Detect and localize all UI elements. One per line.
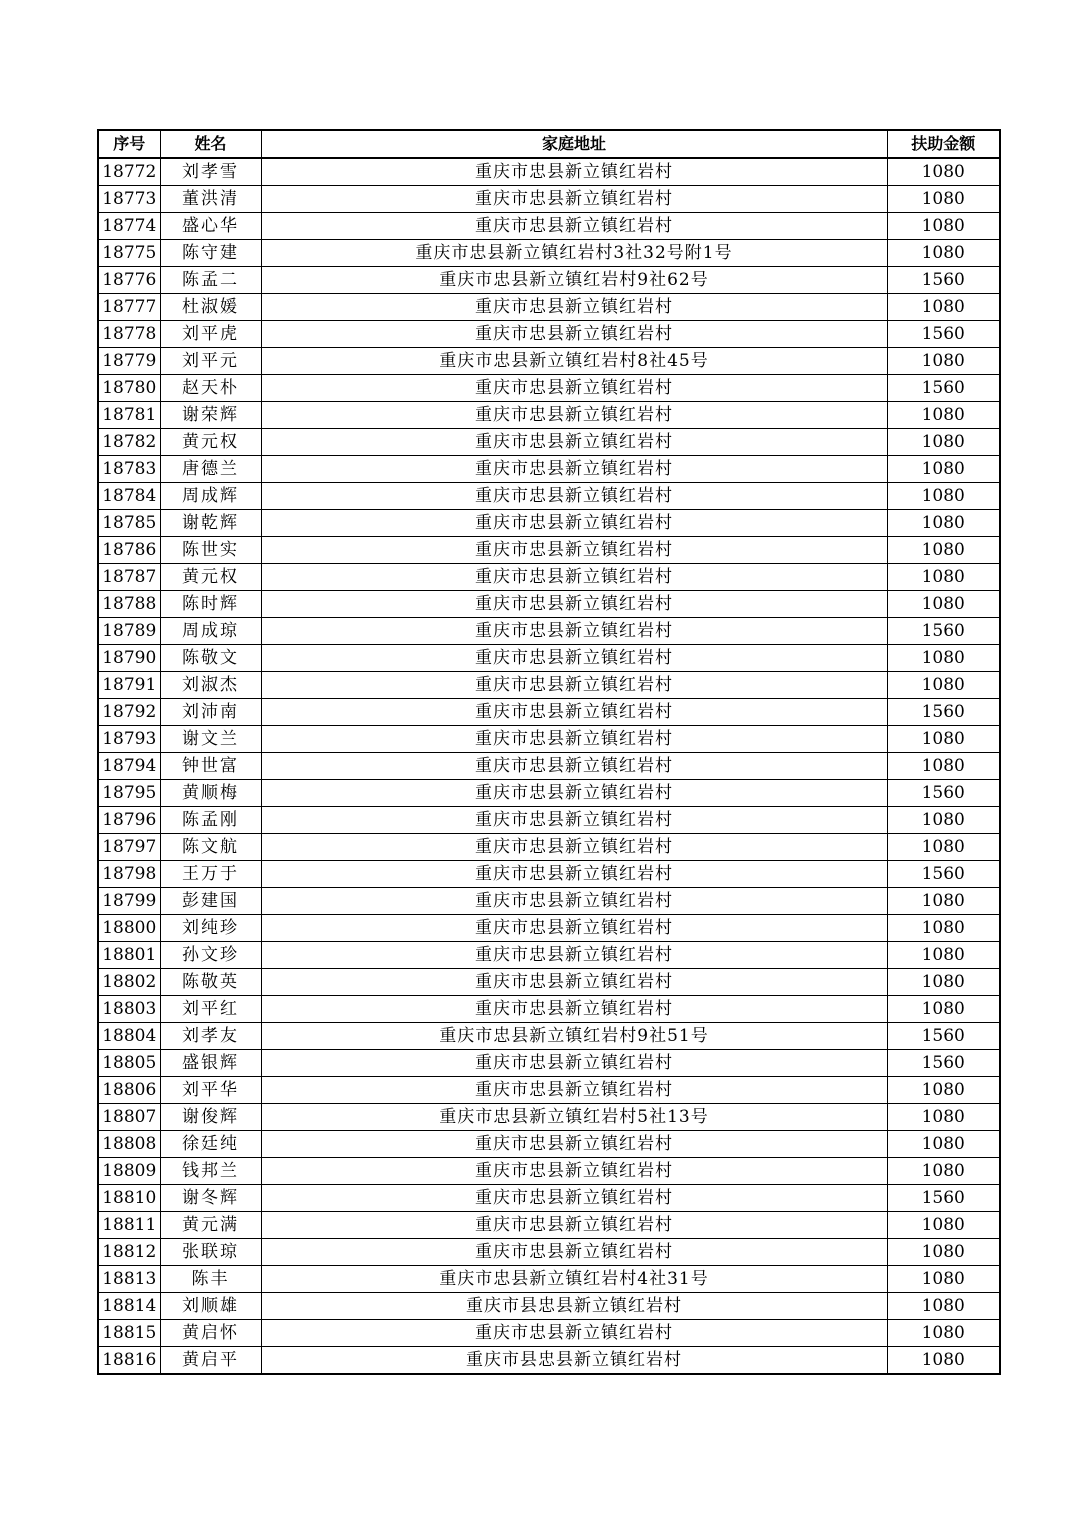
name-cell: 陈孟二	[160, 267, 261, 294]
address-cell: 重庆市忠县新立镇红岩村4社31号	[261, 1266, 887, 1293]
address-cell: 重庆市县忠县新立镇红岩村	[261, 1347, 887, 1375]
table-row	[98, 537, 1000, 564]
serial-number-cell: 18814	[98, 1293, 160, 1320]
address-cell: 重庆市忠县新立镇红岩村	[261, 1050, 887, 1077]
name-cell: 刘孝友	[160, 1023, 261, 1050]
address-cell: 重庆市忠县新立镇红岩村	[261, 780, 887, 807]
amount-cell: 1080	[887, 726, 1000, 753]
serial-number-cell: 18778	[98, 321, 160, 348]
amount-cell: 1080	[887, 348, 1000, 375]
table-row	[98, 699, 1000, 726]
amount-cell: 1080	[887, 158, 1000, 186]
amount-cell: 1080	[887, 1266, 1000, 1293]
serial-number-cell: 18811	[98, 1212, 160, 1239]
address-cell: 重庆市忠县新立镇红岩村	[261, 618, 887, 645]
address-cell: 重庆市县忠县新立镇红岩村	[261, 1293, 887, 1320]
amount-cell: 1080	[887, 240, 1000, 267]
serial-number-cell: 18776	[98, 267, 160, 294]
name-cell: 陈文航	[160, 834, 261, 861]
table-row	[98, 753, 1000, 780]
amount-cell: 1560	[887, 1185, 1000, 1212]
amount-cell: 1080	[887, 294, 1000, 321]
table-row	[98, 186, 1000, 213]
name-cell: 刘淑杰	[160, 672, 261, 699]
amount-cell: 1080	[887, 915, 1000, 942]
amount-cell: 1560	[887, 1050, 1000, 1077]
address-cell: 重庆市忠县新立镇红岩村	[261, 1212, 887, 1239]
name-cell: 黄元权	[160, 564, 261, 591]
amount-cell: 1080	[887, 483, 1000, 510]
table-body	[98, 158, 1000, 1374]
table-row	[98, 672, 1000, 699]
table-row	[98, 861, 1000, 888]
address-cell: 重庆市忠县新立镇红岩村	[261, 1320, 887, 1347]
amount-cell: 1080	[887, 1131, 1000, 1158]
address-cell: 重庆市忠县新立镇红岩村	[261, 537, 887, 564]
serial-number-cell: 18813	[98, 1266, 160, 1293]
serial-number-cell: 18786	[98, 537, 160, 564]
address-cell: 重庆市忠县新立镇红岩村	[261, 1158, 887, 1185]
serial-number-cell: 18773	[98, 186, 160, 213]
amount-cell: 1080	[887, 1293, 1000, 1320]
table-row	[98, 996, 1000, 1023]
name-cell: 谢冬辉	[160, 1185, 261, 1212]
table-row	[98, 888, 1000, 915]
amount-cell: 1560	[887, 267, 1000, 294]
address-cell: 重庆市忠县新立镇红岩村	[261, 429, 887, 456]
name-cell: 钱邦兰	[160, 1158, 261, 1185]
address-cell: 重庆市忠县新立镇红岩村	[261, 483, 887, 510]
address-cell: 重庆市忠县新立镇红岩村	[261, 672, 887, 699]
serial-number-cell: 18797	[98, 834, 160, 861]
serial-number-cell: 18804	[98, 1023, 160, 1050]
name-cell: 黄启怀	[160, 1320, 261, 1347]
amount-cell: 1080	[887, 969, 1000, 996]
address-cell: 重庆市忠县新立镇红岩村	[261, 726, 887, 753]
table-row	[98, 240, 1000, 267]
name-cell: 黄元满	[160, 1212, 261, 1239]
table-row	[98, 915, 1000, 942]
amount-cell: 1080	[887, 1158, 1000, 1185]
table-row	[98, 1347, 1000, 1375]
address-cell: 重庆市忠县新立镇红岩村	[261, 321, 887, 348]
table-row	[98, 510, 1000, 537]
table-row	[98, 645, 1000, 672]
serial-number-cell: 18803	[98, 996, 160, 1023]
amount-cell: 1560	[887, 321, 1000, 348]
address-cell: 重庆市忠县新立镇红岩村	[261, 942, 887, 969]
table-row	[98, 1050, 1000, 1077]
address-cell: 重庆市忠县新立镇红岩村	[261, 645, 887, 672]
name-cell: 唐德兰	[160, 456, 261, 483]
table-row	[98, 1293, 1000, 1320]
table-row	[98, 1239, 1000, 1266]
address-cell: 重庆市忠县新立镇红岩村	[261, 888, 887, 915]
serial-number-cell: 18795	[98, 780, 160, 807]
address-cell: 重庆市忠县新立镇红岩村5社13号	[261, 1104, 887, 1131]
name-cell: 陈时辉	[160, 591, 261, 618]
serial-number-cell: 18772	[98, 158, 160, 186]
table-row	[98, 942, 1000, 969]
address-cell: 重庆市忠县新立镇红岩村	[261, 294, 887, 321]
serial-number-cell: 18787	[98, 564, 160, 591]
table-row	[98, 267, 1000, 294]
header-name: 姓名	[160, 130, 261, 158]
table-row	[98, 158, 1000, 186]
table-row	[98, 375, 1000, 402]
name-cell: 谢荣辉	[160, 402, 261, 429]
address-cell: 重庆市忠县新立镇红岩村	[261, 834, 887, 861]
name-cell: 陈世实	[160, 537, 261, 564]
name-cell: 陈敬文	[160, 645, 261, 672]
table-header	[98, 130, 1000, 158]
amount-cell: 1080	[887, 942, 1000, 969]
serial-number-cell: 18785	[98, 510, 160, 537]
amount-cell: 1080	[887, 510, 1000, 537]
table-row	[98, 969, 1000, 996]
header-row	[98, 130, 1000, 158]
header-home-address: 家庭地址	[261, 130, 887, 158]
address-cell: 重庆市忠县新立镇红岩村	[261, 510, 887, 537]
name-cell: 盛心华	[160, 213, 261, 240]
serial-number-cell: 18793	[98, 726, 160, 753]
table-row	[98, 726, 1000, 753]
amount-cell: 1080	[887, 564, 1000, 591]
serial-number-cell: 18791	[98, 672, 160, 699]
name-cell: 周成琼	[160, 618, 261, 645]
table-row	[98, 1266, 1000, 1293]
amount-cell: 1080	[887, 537, 1000, 564]
amount-cell: 1080	[887, 1104, 1000, 1131]
table-row	[98, 1158, 1000, 1185]
table-row	[98, 1023, 1000, 1050]
name-cell: 刘孝雪	[160, 158, 261, 186]
address-cell: 重庆市忠县新立镇红岩村9社62号	[261, 267, 887, 294]
header-serial-number: 序号	[98, 130, 160, 158]
address-cell: 重庆市忠县新立镇红岩村	[261, 158, 887, 186]
name-cell: 谢俊辉	[160, 1104, 261, 1131]
amount-cell: 1080	[887, 402, 1000, 429]
amount-cell: 1560	[887, 699, 1000, 726]
address-cell: 重庆市忠县新立镇红岩村	[261, 213, 887, 240]
name-cell: 赵天朴	[160, 375, 261, 402]
table-row	[98, 348, 1000, 375]
table-row	[98, 807, 1000, 834]
address-cell: 重庆市忠县新立镇红岩村	[261, 861, 887, 888]
serial-number-cell: 18808	[98, 1131, 160, 1158]
amount-cell: 1080	[887, 456, 1000, 483]
serial-number-cell: 18790	[98, 645, 160, 672]
name-cell: 徐廷纯	[160, 1131, 261, 1158]
address-cell: 重庆市忠县新立镇红岩村	[261, 699, 887, 726]
name-cell: 张联琼	[160, 1239, 261, 1266]
amount-cell: 1080	[887, 888, 1000, 915]
serial-number-cell: 18784	[98, 483, 160, 510]
table-row	[98, 1104, 1000, 1131]
serial-number-cell: 18792	[98, 699, 160, 726]
table-row	[98, 1077, 1000, 1104]
amount-cell: 1080	[887, 213, 1000, 240]
serial-number-cell: 18800	[98, 915, 160, 942]
amount-cell: 1080	[887, 645, 1000, 672]
name-cell: 黄顺梅	[160, 780, 261, 807]
serial-number-cell: 18815	[98, 1320, 160, 1347]
amount-cell: 1560	[887, 861, 1000, 888]
table-row	[98, 402, 1000, 429]
table-row	[98, 1185, 1000, 1212]
table-row	[98, 1131, 1000, 1158]
serial-number-cell: 18775	[98, 240, 160, 267]
name-cell: 黄元权	[160, 429, 261, 456]
name-cell: 刘顺雄	[160, 1293, 261, 1320]
table-row	[98, 294, 1000, 321]
amount-cell: 1560	[887, 780, 1000, 807]
name-cell: 黄启平	[160, 1347, 261, 1375]
address-cell: 重庆市忠县新立镇红岩村	[261, 186, 887, 213]
name-cell: 陈孟刚	[160, 807, 261, 834]
name-cell: 陈守建	[160, 240, 261, 267]
name-cell: 谢文兰	[160, 726, 261, 753]
serial-number-cell: 18788	[98, 591, 160, 618]
table-row	[98, 483, 1000, 510]
serial-number-cell: 18783	[98, 456, 160, 483]
table-row	[98, 564, 1000, 591]
serial-number-cell: 18805	[98, 1050, 160, 1077]
serial-number-cell: 18812	[98, 1239, 160, 1266]
table-row	[98, 321, 1000, 348]
serial-number-cell: 18816	[98, 1347, 160, 1375]
table-row	[98, 1212, 1000, 1239]
table-row	[98, 429, 1000, 456]
serial-number-cell: 18794	[98, 753, 160, 780]
table-row	[98, 456, 1000, 483]
serial-number-cell: 18774	[98, 213, 160, 240]
table-row	[98, 780, 1000, 807]
address-cell: 重庆市忠县新立镇红岩村	[261, 1239, 887, 1266]
amount-cell: 1560	[887, 1023, 1000, 1050]
name-cell: 刘平元	[160, 348, 261, 375]
address-cell: 重庆市忠县新立镇红岩村	[261, 1131, 887, 1158]
amount-cell: 1080	[887, 753, 1000, 780]
serial-number-cell: 18789	[98, 618, 160, 645]
address-cell: 重庆市忠县新立镇红岩村	[261, 564, 887, 591]
serial-number-cell: 18806	[98, 1077, 160, 1104]
name-cell: 杜淑媛	[160, 294, 261, 321]
serial-number-cell: 18801	[98, 942, 160, 969]
name-cell: 刘平华	[160, 1077, 261, 1104]
address-cell: 重庆市忠县新立镇红岩村	[261, 996, 887, 1023]
address-cell: 重庆市忠县新立镇红岩村	[261, 1077, 887, 1104]
address-cell: 重庆市忠县新立镇红岩村	[261, 402, 887, 429]
address-cell: 重庆市忠县新立镇红岩村	[261, 807, 887, 834]
header-assistance-amount: 扶助金额	[887, 130, 1000, 158]
table-row	[98, 618, 1000, 645]
name-cell: 盛银辉	[160, 1050, 261, 1077]
address-cell: 重庆市忠县新立镇红岩村	[261, 591, 887, 618]
name-cell: 陈敬英	[160, 969, 261, 996]
serial-number-cell: 18810	[98, 1185, 160, 1212]
name-cell: 谢乾辉	[160, 510, 261, 537]
name-cell: 周成辉	[160, 483, 261, 510]
address-cell: 重庆市忠县新立镇红岩村9社51号	[261, 1023, 887, 1050]
amount-cell: 1080	[887, 591, 1000, 618]
serial-number-cell: 18798	[98, 861, 160, 888]
amount-cell: 1080	[887, 996, 1000, 1023]
serial-number-cell: 18777	[98, 294, 160, 321]
address-cell: 重庆市忠县新立镇红岩村	[261, 375, 887, 402]
amount-cell: 1080	[887, 1320, 1000, 1347]
table-row	[98, 591, 1000, 618]
amount-cell: 1080	[887, 1347, 1000, 1375]
amount-cell: 1080	[887, 429, 1000, 456]
amount-cell: 1080	[887, 1239, 1000, 1266]
amount-cell: 1080	[887, 672, 1000, 699]
amount-cell: 1080	[887, 186, 1000, 213]
serial-number-cell: 18809	[98, 1158, 160, 1185]
name-cell: 王万于	[160, 861, 261, 888]
table-row	[98, 213, 1000, 240]
serial-number-cell: 18807	[98, 1104, 160, 1131]
serial-number-cell: 18796	[98, 807, 160, 834]
address-cell: 重庆市忠县新立镇红岩村8社45号	[261, 348, 887, 375]
address-cell: 重庆市忠县新立镇红岩村	[261, 969, 887, 996]
serial-number-cell: 18781	[98, 402, 160, 429]
name-cell: 董洪清	[160, 186, 261, 213]
table-row	[98, 1320, 1000, 1347]
amount-cell: 1560	[887, 375, 1000, 402]
serial-number-cell: 18782	[98, 429, 160, 456]
address-cell: 重庆市忠县新立镇红岩村3社32号附1号	[261, 240, 887, 267]
serial-number-cell: 18780	[98, 375, 160, 402]
name-cell: 陈丰	[160, 1266, 261, 1293]
name-cell: 钟世富	[160, 753, 261, 780]
assistance-roster-table	[97, 129, 1001, 1375]
name-cell: 刘平虎	[160, 321, 261, 348]
name-cell: 彭建国	[160, 888, 261, 915]
table-row	[98, 834, 1000, 861]
serial-number-cell: 18799	[98, 888, 160, 915]
amount-cell: 1080	[887, 1077, 1000, 1104]
address-cell: 重庆市忠县新立镇红岩村	[261, 1185, 887, 1212]
serial-number-cell: 18802	[98, 969, 160, 996]
name-cell: 刘纯珍	[160, 915, 261, 942]
amount-cell: 1080	[887, 807, 1000, 834]
amount-cell: 1560	[887, 618, 1000, 645]
name-cell: 刘平红	[160, 996, 261, 1023]
serial-number-cell: 18779	[98, 348, 160, 375]
address-cell: 重庆市忠县新立镇红岩村	[261, 753, 887, 780]
name-cell: 孙文珍	[160, 942, 261, 969]
amount-cell: 1080	[887, 834, 1000, 861]
address-cell: 重庆市忠县新立镇红岩村	[261, 915, 887, 942]
name-cell: 刘沛南	[160, 699, 261, 726]
address-cell: 重庆市忠县新立镇红岩村	[261, 456, 887, 483]
amount-cell: 1080	[887, 1212, 1000, 1239]
